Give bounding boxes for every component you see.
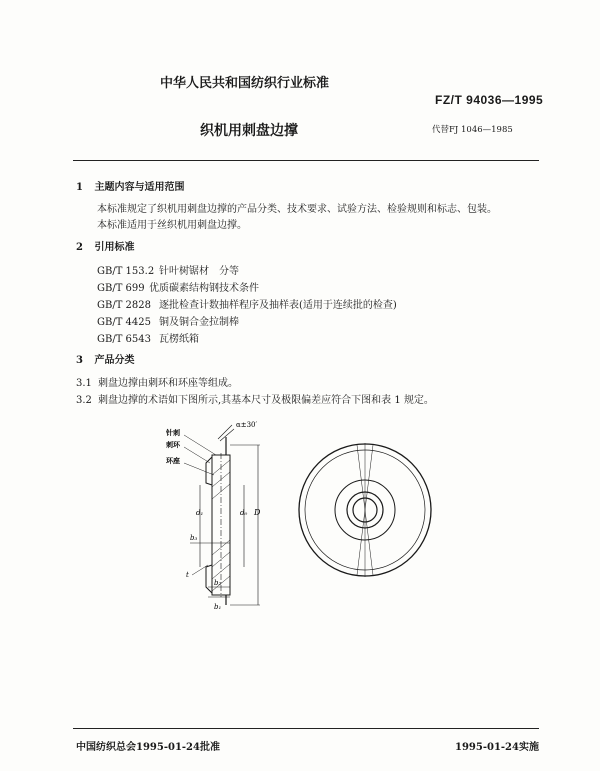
section-hatching [212,460,230,591]
needle-label: 针刺 [166,428,180,437]
approval-note: 中国纺织总会1995-01-24批准 [76,742,220,753]
clause-3-2 [76,391,434,406]
reference-code: GB/T 153.2 [97,266,155,277]
section-1-para-1: 本标准规定了织机用刺盘边撑的产品分类、技术要求、试验方法、检验规则和标志、包装。 [97,204,497,215]
needle-leader [184,435,216,455]
reference-item [97,296,397,311]
footer-rule [73,728,539,729]
section-1-para-2: 本标准适用于丝织机用刺盘边撑。 [97,220,247,231]
industry-standard-title: 中华人民共和国纺织行业标准 [160,76,330,91]
section-3-number: 3 [76,355,83,366]
implementation-note: 1995-01-24实施 [455,742,539,753]
section-2-heading [76,238,134,253]
b3-label: b₃ [190,534,198,542]
header-rule [73,160,539,161]
reference-item [97,262,239,277]
section-1-number: 1 [76,182,83,193]
reference-name: 针叶树锯材 分等 [159,266,239,277]
reference-item [97,330,199,345]
section-3-heading [76,351,134,366]
clause-number: 3.2 [76,395,92,406]
reference-name: 瓦楞纸箱 [159,334,199,345]
ring-profile-bottom [206,565,212,593]
b2-label: b₂ [214,579,222,587]
ring-leader [184,447,210,463]
reference-code: GB/T 6543 [97,334,152,345]
angle-label: α±30′ [236,421,258,429]
b1-label: b₁ [214,603,222,611]
reference-item [97,313,239,328]
reference-code: GB/T 4425 [97,317,152,328]
reference-name: 铜及铜合金拉制棒 [159,317,239,328]
clause-number: 3.1 [76,378,92,389]
standard-code: FZ/T 94036—1995 [435,93,544,107]
section-1-title: 主题内容与适用范围 [94,182,185,193]
t-label: t [186,571,189,579]
reference-name: 优质碳素结构钢技术条件 [149,283,259,294]
section-3-title: 产品分类 [94,355,135,366]
document-title: 织机用刺盘边撑 [200,123,298,139]
replaces-note: 代替FJ 1046—1985 [432,125,513,135]
D-label: D [254,508,261,517]
temple-drawing [160,415,450,615]
clause-text: 刺盘边撑由刺环和环座等组成。 [98,378,238,389]
reference-name: 逐批检查计数抽样程序及抽样表(适用于连续批的检查) [159,300,397,311]
d1-label: d₁ [196,509,204,517]
ring-label: 刺环 [166,440,180,449]
seat-label: 环座 [166,456,180,465]
d0-label: d₀ [240,509,248,517]
section-2-number: 2 [76,242,83,253]
section-2-title: 引用标准 [94,242,135,253]
reference-item [97,279,259,294]
seat-leader [184,463,214,475]
reference-code: GB/T 699 [97,283,145,294]
section-1-heading [76,178,184,193]
reference-code: GB/T 2828 [97,300,152,311]
clause-3-1 [76,374,238,389]
clause-text: 刺盘边撑的术语如下图所示,其基本尺寸及极限偏差应符合下图和表 1 规定。 [98,395,434,406]
